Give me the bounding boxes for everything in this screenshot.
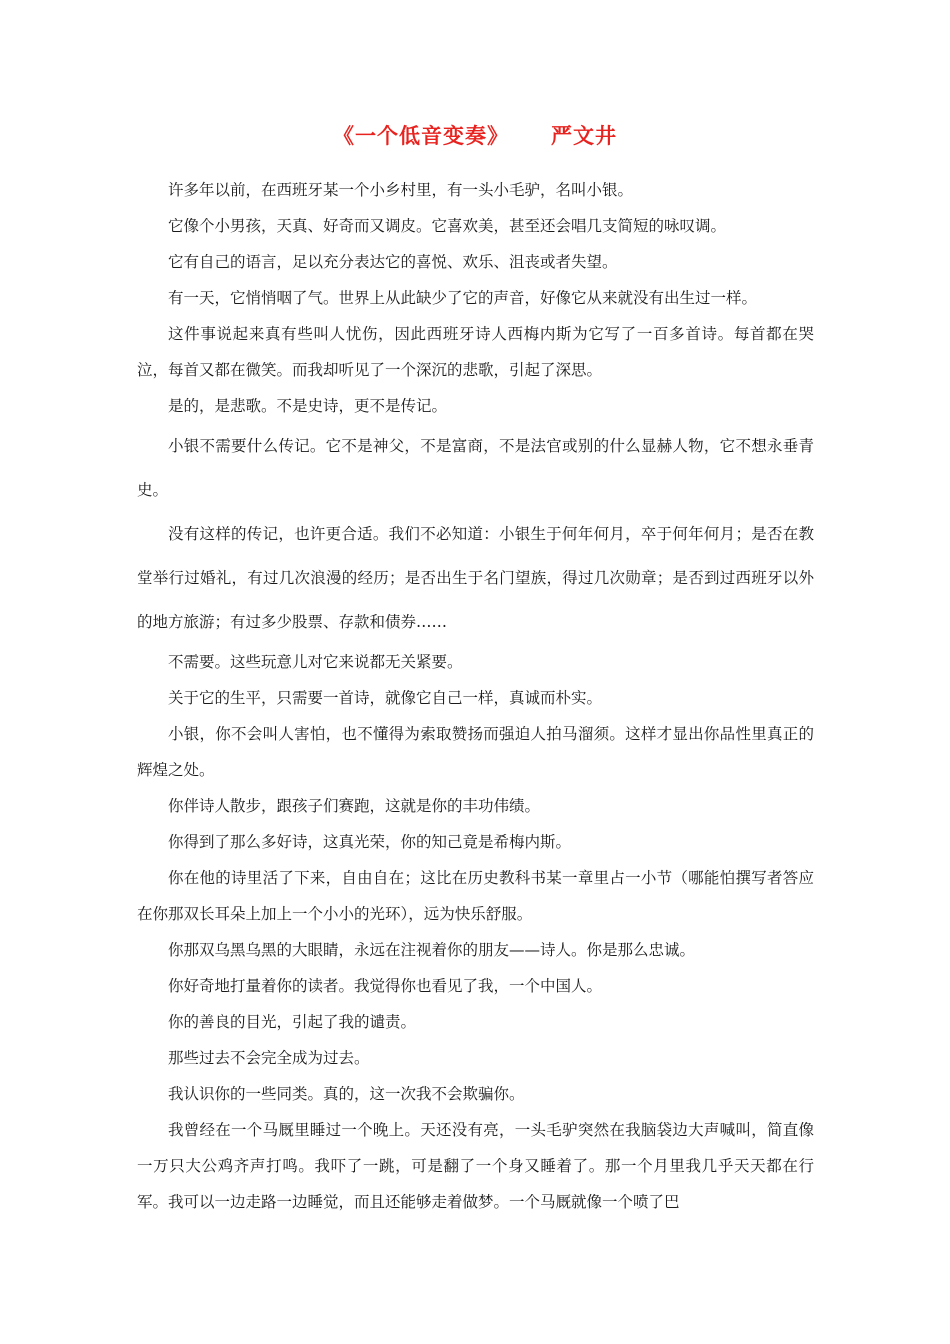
paragraph: 它有自己的语言，足以充分表达它的喜悦、欢乐、沮丧或者失望。 (168, 253, 618, 271)
paragraph: 关于它的生平，只需要一首诗，就像它自己一样，真诚而朴实。 (168, 689, 603, 707)
paragraph: 你在他的诗里活了下来，自由自在；这比在历史教科书某一章里占一小节（哪能怕撰写者答应在你那双长耳朵上加上一个小小的光环），远为快乐舒服。 (137, 869, 814, 923)
paragraph: 你伴诗人散步，跟孩子们赛跑，这就是你的丰功伟绩。 (168, 797, 541, 815)
document-body (137, 172, 814, 1220)
paragraph: 许多年以前，在西班牙某一个小乡村里，有一头小毛驴，名叫小银。 (168, 181, 634, 199)
author-name: 严文井 (551, 123, 617, 148)
paragraph: 你好奇地打量着你的读者。我觉得你也看见了我，一个中国人。 (168, 977, 603, 995)
paragraph: 是的，是悲歌。不是史诗，更不是传记。 (168, 397, 448, 415)
paragraph: 我认识你的一些同类。真的，这一次我不会欺骗你。 (168, 1085, 525, 1103)
paragraph: 没有这样的传记，也许更合适。我们不必知道：小银生于何年何月，卒于何年何月；是否在教堂举行过婚礼，有过几次浪漫的经历；是否出生于名门望族，得过几次勋章；是否到过西班牙以外的地方旅游；有过多少股票、存款和债券…… (137, 525, 814, 631)
paragraph: 不需要。这些玩意儿对它来说都无关紧要。 (168, 653, 463, 671)
paragraph: 我曾经在一个马厩里睡过一个晚上。天还没有亮，一头毛驴突然在我脑袋边大声喊叫，简直像一万只大公鸡齐声打鸣。我吓了一跳，可是翻了一个身又睡着了。那一个月里我几乎天天都在行军。我可以一边走路一边睡觉，而且还能够走着做梦。一个马厩就像一个喷了巴 (137, 1121, 814, 1211)
paragraph: 你的善良的目光，引起了我的谴责。 (168, 1013, 417, 1031)
paragraph: 小银不需要什么传记。它不是神父，不是富商，不是法官或别的什么显赫人物，它不想永垂青史。 (137, 437, 814, 499)
paragraph: 小银，你不会叫人害怕，也不懂得为索取赞扬而强迫人拍马溜须。这样才显出你品性里真正的辉煌之处。 (137, 725, 814, 779)
paragraph: 你得到了那么多好诗，这真光荣，你的知己竟是希梅内斯。 (168, 833, 572, 851)
title-text: 《一个低音变奏》 (333, 123, 509, 148)
paragraph: 你那双乌黑乌黑的大眼睛，永远在注视着你的朋友——诗人。你是那么忠诚。 (168, 941, 696, 959)
document-title (0, 120, 950, 150)
paragraph: 这件事说起来真有些叫人忧伤，因此西班牙诗人西梅内斯为它写了一百多首诗。每首都在哭泣，每首又都在微笑。而我却听见了一个深沉的悲歌，引起了深思。 (137, 325, 814, 379)
paragraph: 它像个小男孩，天真、好奇而又调皮。它喜欢美，甚至还会唱几支简短的咏叹调。 (168, 217, 727, 235)
paragraph: 有一天，它悄悄咽了气。世界上从此缺少了它的声音，好像它从来就没有出生过一样。 (168, 289, 758, 307)
paragraph: 那些过去不会完全成为过去。 (168, 1049, 370, 1067)
